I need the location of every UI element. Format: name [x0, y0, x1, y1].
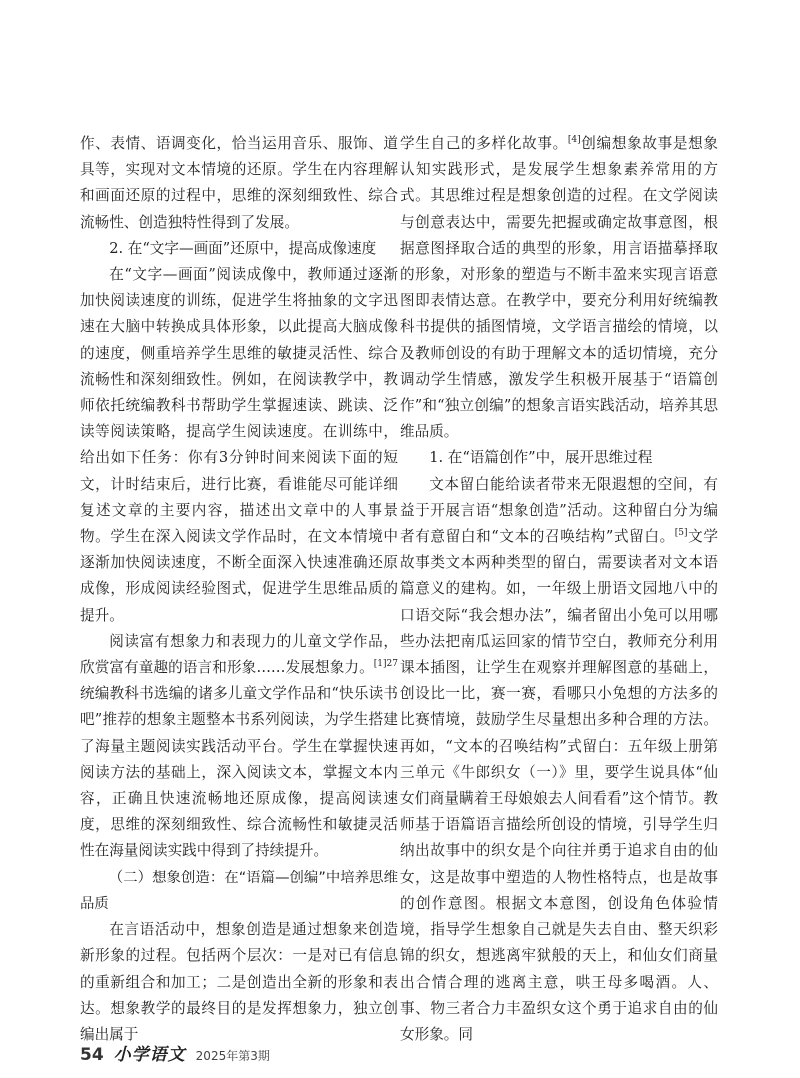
left-column: [80, 131, 398, 1048]
subsection-heading: 2. 在“文字—画面”还原中，提高成像速度: [109, 239, 377, 257]
right-column: [400, 131, 718, 1048]
paragraph-text: 学生自己的多样化故事。: [400, 135, 568, 152]
page-footer: [80, 1040, 270, 1065]
issue-label: 2025年第3期: [195, 1049, 270, 1063]
paragraph: [400, 131, 718, 445]
section-heading: （二）想象创造：在“语篇—创编”中培养思维品质: [80, 869, 398, 912]
paragraph-text: 创编想象故事是想象认知实践形式，是发展学生想象素养常用的方式。其思维过程是想象创造的过程。在文学阅读与创意表达中，需要先把握或确定故事意图，根据意图择取合适的典型的形象，用言语描摹择取的形象，对形象的塑造与不断丰盈来实现言语意图即表情达意。在教学中，要充分利用好统编教科书提供的插图情境，文学语言描绘的情境，以及教师创设的有助于理解文本的适切情境，充分调动学生情感，激发学生积极开展基于“语篇创作”和“独立创编”的想象言语实践活动，培养其思维品质。: [400, 135, 718, 441]
paragraph: [400, 472, 718, 1048]
page-number: 54: [80, 1045, 104, 1065]
citation-ref: [4]: [567, 135, 581, 146]
paragraph: 在言语活动中，想象创造是通过想象来创造新形象的过程。包括两个层次：一是对已有信息的重新组合和加工；二是创造出全新的形象和表达。想象教学的最终目的是发挥想象力，独立创编出属于: [80, 921, 398, 1043]
paragraph: 作、表情、语调变化，恰当运用音乐、服饰、道具等，实现对文本情境的还原。学生在内容理解和画面还原的过程中，思维的深刻细致性、综合流畅性、创造独特性得到了发展。: [80, 135, 398, 231]
subsection-heading: 1. 在“语篇创作”中，展开思维过程: [429, 449, 653, 467]
paragraph: [80, 629, 398, 865]
citation-ref: [5]: [674, 528, 688, 539]
paragraph-text: 文本留白能给读者带来无限遐想的空间，有益于开展言语“想象创造”活动。这种留白分为编者有意留白和“文本的召唤结构”式留白。: [400, 475, 718, 546]
paragraph-text: 文学故事类文本两种类型的留白，需要读者对文本语篇意义的建构。如，一年级上册语文园地八中的口语交际“我会想办法”，编者留出小兔可以用哪些办法把南瓜运回家的情节空白，教师充分利用课本插图，让学生在观察并理解图意的基础上，创设比一比，赛一赛，看哪只小兔想的方法多的比赛情境，鼓励学生尽量想出多种合理的方法。再如，“文本的召唤结构”式留白：五年级上册第三单元《牛郎织女（一）》里，要学生说具体“仙女们商量瞒着王母娘娘去人间看看”这个情节。教师基于语篇语言描绘所创设的情境，引导学生归纳出故事中的织女是个向往并勇于追求自由的仙女，这是故事中塑造的人物性格特点，也是故事的创作意图。根据文本意图，创设角色体验情境，指导学生想象自己就是失去自由、整天织彩锦的织女，想逃离牢狱般的天上，和仙女们商量出合情合理的逃离主意，哄王母多喝酒。人、事、物三者合力丰盈织女这个勇于追求自由的仙女形象。同: [400, 528, 718, 1043]
paragraph-text: 统编教科书选编的诸多儿童文学作品和“快乐读书吧”推荐的想象主题整本书系列阅读，为学生搭建了海量主题阅读实践活动平台。学生在掌握快速阅读方法的基础上，深入阅读文本，掌握文本内容，正确且快速流畅地还原成像，提高阅读速度，思维的深刻细致性、综合流畅性和敏捷灵活性在海量阅读实践中得到了持续提升。: [80, 685, 398, 860]
citation-ref: [1]27: [373, 659, 398, 670]
journal-logo: 小学语文: [113, 1045, 186, 1065]
paragraph: 在“文字—画面”阅读成像中，教师通过逐渐加快阅读速度的训练，促进学生将抽象的文字迅速在大脑中转换成具体形象，以此提高大脑成像的速度，侧重培养学生思维的敏捷灵活性、综合流畅性和深刻细致性。例如，在阅读教学中，教师依托统编教科书帮助学生掌握速读、跳读、泛读等阅读策略，提高学生阅读速度。在训练中，给出如下任务：你有3分钟时间来阅读下面的短文，计时结束后，进行比赛，看谁能尽可能详细复述文章的主要内容，描述出文章中的人事景物。学生在深入阅读文学作品时，在文本情境中逐渐加快阅读速度，不断全面深入快速准确还原成像，形成阅读经验图式，促进学生思维品质的提升。: [80, 266, 398, 624]
paragraph-text: 阅读富有想象力和表现力的儿童文学作品，欣赏富有童趣的语言和形象……发展想象力。: [80, 632, 398, 677]
